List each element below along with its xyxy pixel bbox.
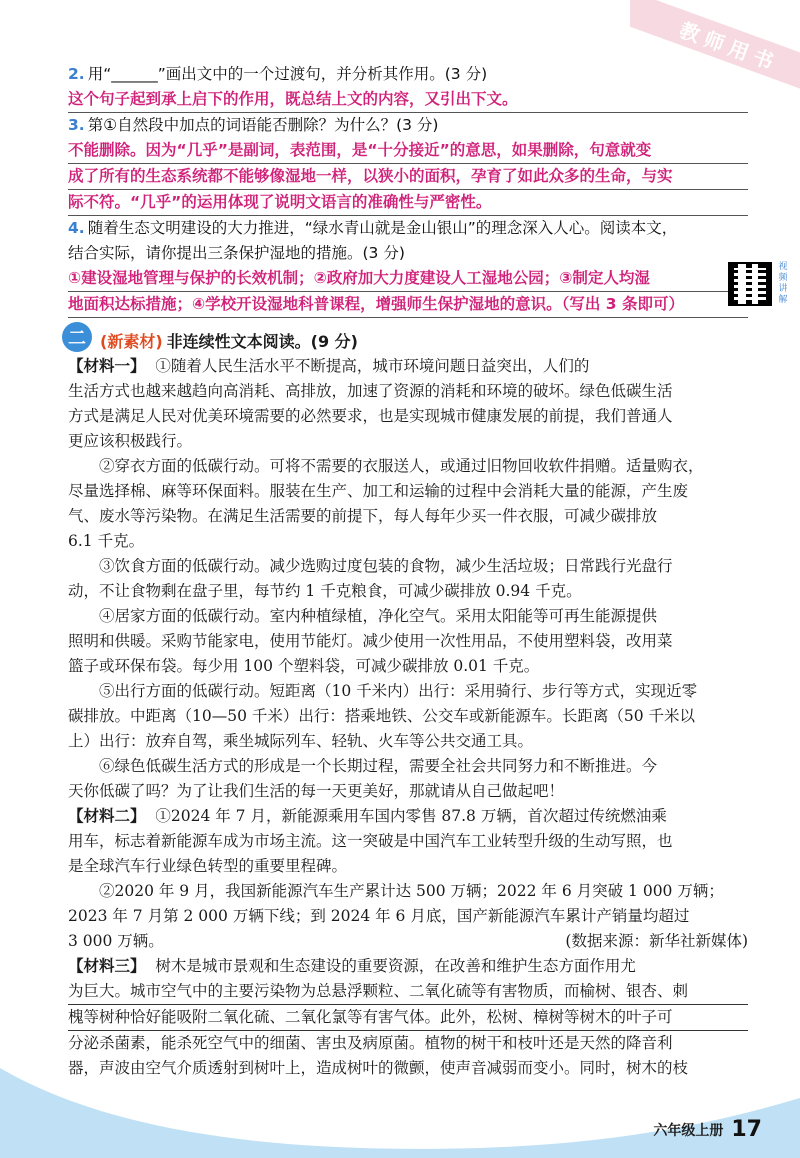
question-4 [68,216,748,241]
section-title [100,329,358,352]
paragraph-line: ②2020 年 9 月，我国新能源汽车生产累计达 500 万辆；2022 年 6 月突破 1 000 万辆； [99,882,724,900]
question-number: 3. [68,116,85,134]
page-content [68,62,748,1081]
question-number: 4. [68,219,85,237]
section-heading [68,326,748,354]
paragraph-line: 上）出行：放弃自驾，乘坐城际列车、轻轨、火车等公共交通工具。 [68,732,534,750]
paragraph-line: 用车，标志着新能源车成为市场主流。这一突破是中国汽车工业转型升级的生动写照，也 [68,832,673,850]
answer-line: 这个句子起到承上启下的作用，既总结上文的内容，又引出下文。 [68,87,748,113]
paragraph-line: ⑥绿色低碳生活方式的形成是一个长期过程，需要全社会共同努力和不断推进。今 [99,757,658,775]
question-text: 用“______”画出文中的一个过渡句，并分析其作用。(3 分) [87,65,488,83]
paragraph-line: 器，声波由空气介质透射到树叶上，造成树叶的微颤，使声音减弱而变小。同时，树木的枝 [68,1059,689,1077]
material-1 [68,354,748,804]
paragraph-line: ⑤出行方面的低碳行动。短距离（10 千米内）出行：采用骑行、步行等方式，实现近零 [99,682,698,700]
underlined-line: 为巨大。城市空气中的主要污染物为总悬浮颗粒、二氧化硫等有害物质，而榆树、银杏、刺 [68,979,748,1005]
question-text: 第①自然段中加点的词语能否删除？为什么？(3 分) [87,116,439,134]
material-2 [68,804,748,954]
paragraph-line: 篮子或环保布袋。每少用 100 个塑料袋，可减少碳排放 0.01 千克。 [68,657,540,675]
paragraph-line: ②穿衣方面的低碳行动。可将不需要的衣服送人，或通过旧物回收软件捐赠。适量购衣， [99,457,704,475]
paragraph-line: 照明和供暖。采购节能家电，使用节能灯。减少使用一次性用品，不使用塑料袋，改用菜 [68,632,673,650]
paragraph-line: 【材料二】 ①2024 年 7 月，新能源乘用车国内零售 87.8 万辆，首次超过传统燃油乘 [68,807,667,825]
answer-line: 地面积达标措施；④学校开设湿地科普课程，增强师生保护湿地的意识。（写出 3 条即可） [68,292,748,318]
underlined-line: 槐等树种恰好能吸附二氧化硫、二氧化氯等有害气体。此外，松树、樟树等树木的叶子可 [68,1005,748,1031]
section-tag: (新素材) [100,331,163,351]
corner-tab-label: 教师用书 [630,0,800,90]
paragraph-line: ③饮食方面的低碳行动。减少选购过度包装的食物，减少生活垃圾；日常践行光盘行 [99,557,673,575]
material-1-head: 【材料一】 [68,357,146,375]
paragraph-line: 分泌杀菌素，能杀死空气中的细菌、害虫及病原菌。植物的树干和枝叶还是天然的降音利 [68,1034,673,1052]
bottom-wave-decoration [0,1058,800,1158]
paragraph-line: ④居家方面的低碳行动。室内种植绿植，净化空气。采用太阳能等可再生能源提供 [99,607,658,625]
paragraph-line: 碳排放。中距离（10—50 千米）出行：搭乘地铁、公交车或新能源车。长距离（50 千米以 [68,707,696,725]
question-2 [68,62,748,87]
answer-line: ①建设湿地管理与保护的长效机制；②政府加大力度建设人工湿地公园；③制定人均湿 [68,266,748,292]
paragraph-line: 方式是满足人民对优美环境需要的必然要求，也是实现城市健康发展的前提，我们普通人 [68,407,673,425]
paragraph-line: 【材料三】 树木是城市景观和生态建设的重要资源，在改善和维护生态方面作用尤 [68,957,636,975]
paragraph-line: 气、废水等污染物。在满足生活需要的前提下，每人每年少买一件衣服，可减少碳排放 [68,507,658,525]
question-3 [68,113,748,138]
paragraph-line: 天你低碳了吗？为了让我们生活的每一天更美好，那就请从自己做起吧！ [68,782,565,800]
paragraph-line: 3 000 万辆。 (数据来源：新华社新媒体) [68,929,748,954]
material-2-head: 【材料二】 [68,807,146,825]
paragraph-line: 更应该积极践行。 [68,432,193,450]
paragraph-line: 6.1 千克。 [68,532,145,550]
qr-code-icon[interactable] [728,262,772,306]
section-title-text: 非连续性文本阅读。(9 分) [166,331,358,351]
answer-line: 不能删除。因为“几乎”是副词，表范围，是“十分接近”的意思，如果删除，句意就变 [68,138,748,164]
qr-label: 视频讲解 [778,262,788,305]
page-footer [653,1117,762,1142]
section-badge: 二 [62,322,92,352]
material-3-head: 【材料三】 [68,957,146,975]
grade-label: 六年级上册 [653,1122,724,1139]
paragraph-line: 是全球汽车行业绿色转型的重要里程碑。 [68,857,348,875]
question-text: 结合实际，请你提出三条保护湿地的措施。(3 分) [68,244,405,262]
paragraph-line: 动，不让食物剩在盘子里，每节约 1 千克粮食，可减少碳排放 0.94 千克。 [68,582,582,600]
question-text: 随着生态文明建设的大力推进，“绿水青山就是金山银山”的理念深入人心。阅读本文， [87,219,678,237]
paragraph-line: 生活方式也越来越趋向高消耗、高排放，加速了资源的消耗和环境的破坏。绿色低碳生活 [68,382,673,400]
paragraph-line: 【材料一】 ①随着人民生活水平不断提高，城市环境问题日益突出，人们的 [68,357,590,375]
data-source: (数据来源：新华社新媒体) [565,932,748,950]
answer-line: 成了所有的生态系统都不能够像湿地一样，以狭小的面积，孕育了如此众多的生命，与实 [68,164,748,190]
question-number: 2. [68,65,85,83]
answer-line: 际不符。“几乎”的运用体现了说明文语言的准确性与严密性。 [68,190,748,216]
paragraph-line: 尽量选择棉、麻等环保面料。服装在生产、加工和运输的过程中会消耗大量的能源，产生废 [68,482,689,500]
page-number: 17 [731,1117,762,1142]
paragraph-line: 2023 年 7 月第 2 000 万辆下线；到 2024 年 6 月底，国产新能源汽车累计产销量均超过 [68,907,690,925]
